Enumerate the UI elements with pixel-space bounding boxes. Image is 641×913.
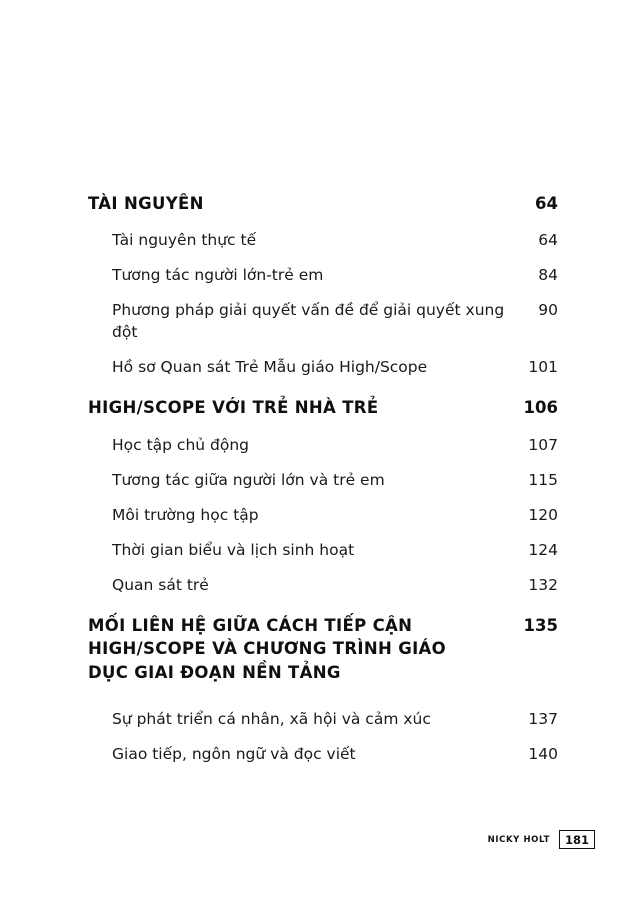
toc-entry-page: 124 xyxy=(528,540,558,559)
toc-entry-label: Tương tác người lớn-trẻ em xyxy=(112,266,324,285)
toc-row-entry[interactable] xyxy=(88,743,558,765)
toc-entry-page: 115 xyxy=(528,470,558,489)
table-of-contents xyxy=(88,192,558,778)
toc-row-entry[interactable] xyxy=(88,574,558,596)
toc-entry-label: Thời gian biểu và lịch sinh hoạt xyxy=(112,540,355,559)
toc-entry-page: 101 xyxy=(528,358,558,377)
toc-entry-page: 140 xyxy=(528,745,558,764)
toc-row-heading[interactable] xyxy=(88,192,558,215)
page-footer xyxy=(488,830,595,849)
toc-entry-label: Hồ sơ Quan sát Trẻ Mẫu giáo High/Scope xyxy=(112,358,428,377)
toc-row-entry[interactable] xyxy=(88,469,558,491)
toc-entry-page: 137 xyxy=(528,710,558,729)
toc-entry-page: 90 xyxy=(538,301,558,320)
toc-entry-page: 106 xyxy=(523,398,558,418)
toc-entry-page: 107 xyxy=(528,435,558,454)
toc-entry-label: TÀI NGUYÊN xyxy=(88,194,204,213)
toc-row-heading[interactable] xyxy=(88,396,558,419)
toc-row-entry[interactable] xyxy=(88,356,558,378)
toc-row-entry[interactable] xyxy=(88,434,558,456)
footer-author: NICKY HOLT xyxy=(487,834,550,845)
toc-entry-page: 64 xyxy=(535,194,558,213)
toc-entry-label: MỐI LIÊN HỆ GIỮA CÁCH TIẾP CẬN HIGH/SCOPE VÀ CHƯƠNG TRÌNH GIÁO DỤC GIAI ĐOẠN NỀN TẢNG xyxy=(88,615,447,682)
toc-entry-label: Tương tác giữa người lớn và trẻ em xyxy=(112,470,385,489)
toc-entry-label: HIGH/SCOPE VỚI TRẺ NHÀ TRẺ xyxy=(88,398,379,418)
toc-entry-label: Quan sát trẻ xyxy=(112,575,209,594)
toc-entry-label: Tài nguyên thực tế xyxy=(112,231,257,250)
toc-row-entry[interactable] xyxy=(88,504,558,526)
toc-row-entry[interactable] xyxy=(88,264,558,286)
toc-entry-label: Môi trường học tập xyxy=(112,505,259,524)
toc-entry-label: Giao tiếp, ngôn ngữ và đọc viết xyxy=(112,745,356,764)
toc-entry-page: 132 xyxy=(528,575,558,594)
toc-entry-label: Sự phát triển cá nhân, xã hội và cảm xúc xyxy=(112,710,431,729)
toc-row-entry[interactable] xyxy=(88,539,558,561)
toc-row-entry[interactable] xyxy=(88,299,558,343)
toc-entry-label: Phương pháp giải quyết vấn đề để giải quyết xung đột xyxy=(112,301,505,342)
toc-entry-label: Học tập chủ động xyxy=(112,435,250,454)
toc-entry-page: 84 xyxy=(538,266,558,285)
toc-row-entry[interactable] xyxy=(88,229,558,251)
section-spacer xyxy=(88,698,558,708)
toc-entry-page: 120 xyxy=(528,505,558,524)
toc-row-entry[interactable] xyxy=(88,708,558,730)
toc-row-heading[interactable] xyxy=(88,614,558,684)
toc-entry-page: 64 xyxy=(538,231,558,250)
toc-entry-page: 135 xyxy=(523,615,558,635)
footer-page-number: 181 xyxy=(559,830,595,849)
